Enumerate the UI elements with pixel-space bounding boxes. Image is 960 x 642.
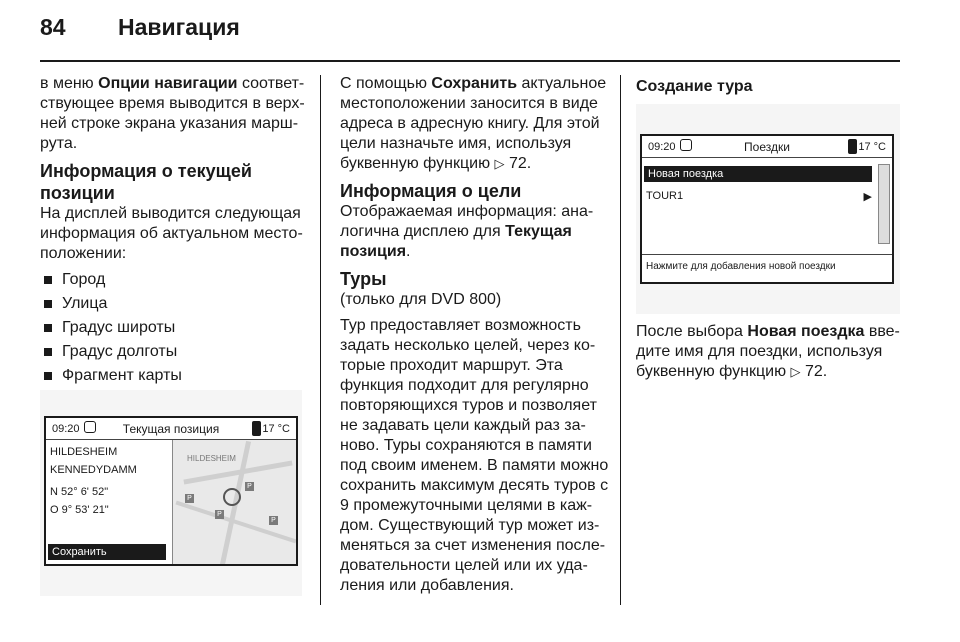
text: соответ-ствующее время выводится в верх-ней строке экрана указания марш-рута.	[40, 75, 305, 152]
city-value: HILDESHEIM	[50, 446, 118, 458]
parking-icon: P	[269, 516, 278, 525]
position-marker-icon	[223, 488, 241, 506]
section-heading: Туры	[340, 269, 387, 289]
temperature: 17 °C	[262, 423, 290, 435]
list-item: Фрагмент карты	[40, 366, 308, 386]
section-heading: Информация о цели	[340, 181, 522, 201]
screen-illustration	[636, 104, 900, 314]
street-value: KENNEDYDAMM	[50, 464, 137, 476]
thermometer-icon	[252, 421, 261, 436]
parking-icon: P	[245, 482, 254, 491]
header-rule	[40, 60, 900, 62]
display-tours	[640, 134, 894, 284]
list-item: Город	[40, 270, 308, 290]
text: в меню	[40, 75, 99, 92]
tour-name: TOUR1	[646, 190, 684, 202]
text: Отображаемая информация: ана-логична дисплею для	[340, 203, 594, 240]
map-city-label: HILDESHEIM	[187, 454, 236, 463]
thermometer-icon	[848, 139, 857, 154]
chapter-title: Навигация	[118, 14, 240, 40]
text: .	[406, 243, 411, 260]
save-button[interactable]: Сохранить	[48, 544, 166, 560]
longitude-value: O 9° 53' 21"	[50, 504, 109, 516]
menu-name: Текущая позиция	[340, 223, 572, 260]
column-1	[40, 74, 308, 390]
temperature: 17 °C	[858, 141, 886, 153]
status-bar	[642, 136, 892, 158]
chevron-right-icon: ▶	[863, 191, 872, 203]
column-3-text	[636, 322, 902, 388]
list-item: Градус долготы	[40, 342, 308, 362]
column-3	[636, 74, 902, 98]
clock-time: 09:20	[52, 423, 80, 435]
page-ref: 72.	[508, 155, 532, 172]
scrollbar[interactable]	[878, 164, 890, 244]
hint-text: Нажмите для добавления новой поездки	[642, 254, 892, 278]
parking-icon: P	[215, 510, 224, 519]
text: С помощью	[340, 75, 432, 92]
page-reference-icon: ▷	[494, 156, 505, 171]
paragraph: На дисплей выводится следующая информация об актуальном место-положении:	[40, 205, 303, 262]
clock-time: 09:20	[648, 141, 676, 153]
column-2	[340, 74, 610, 602]
menu-name: Опции навигации	[98, 75, 238, 92]
bullet-list	[40, 270, 308, 386]
menu-name: Новая поездка	[747, 323, 865, 340]
paragraph	[340, 202, 610, 262]
display-current-position	[44, 416, 298, 566]
screen-title: Поездки	[744, 140, 790, 154]
menu-item-tour1[interactable]	[646, 190, 872, 202]
page-number: 84	[40, 14, 66, 40]
page-ref: 72.	[804, 363, 828, 380]
paragraph	[40, 74, 308, 154]
status-bar	[46, 418, 296, 440]
parking-icon: P	[185, 494, 194, 503]
latitude-value: N 52° 6' 52"	[50, 486, 109, 498]
page-reference-icon: ▷	[790, 364, 801, 379]
text: вве-дите имя для поездки, используя буквенную функцию	[636, 323, 900, 380]
menu-item-new-tour[interactable]: Новая поездка	[644, 166, 872, 182]
paragraph	[340, 74, 610, 174]
list-item: Градус широты	[40, 318, 308, 338]
section-heading: Информация о текущей позиции	[40, 161, 252, 203]
text: После выбора	[636, 323, 748, 340]
screen-title: Текущая позиция	[122, 422, 220, 436]
paragraph	[636, 322, 902, 382]
note: (только для DVD 800)	[340, 291, 502, 308]
menu-name: Сохранить	[431, 75, 518, 92]
paragraph: Тур предоставляет возможность задать несколько целей, через ко-торые проходит маршрут. Эта функция подходит для регулярно повторяющихся туров и позволяет не задавать цели каждый раз за-ново. Туры сохраняются в памяти под своим именем. В памяти можно сохранить максимум десять туров с 9 промежуточными целями в каж-дом. Существующий тур может из-меняться за счет изменения после-довательности целей или их уда-ления или добавления.	[340, 317, 609, 594]
map-fragment	[172, 440, 298, 566]
text: актуальное местоположении заносится в виде адреса в адресную книгу. Для этой цели назначьте имя, используя буквенную функцию	[340, 75, 607, 172]
list-item: Улица	[40, 294, 308, 314]
section-heading: Создание тура	[636, 78, 753, 95]
column-separator	[320, 75, 321, 605]
screen-illustration	[40, 390, 302, 596]
column-separator	[620, 75, 621, 605]
